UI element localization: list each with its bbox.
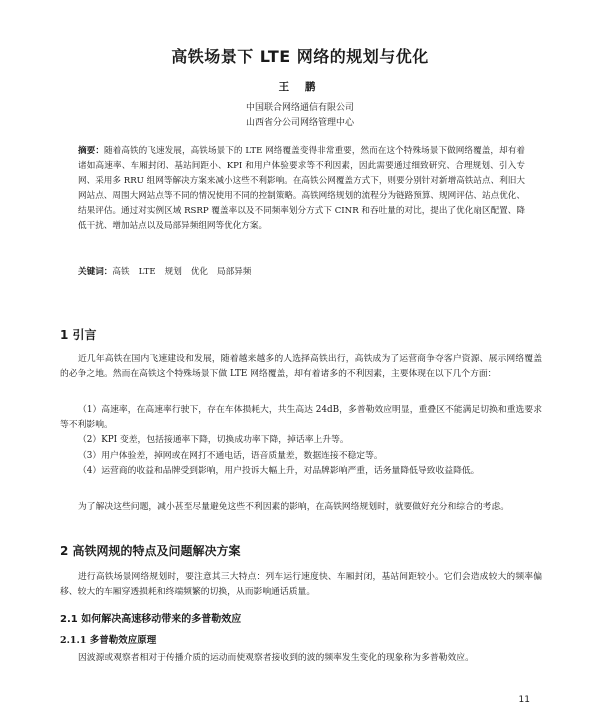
page-number: 11 — [518, 695, 530, 705]
abstract-label: 摘要： — [78, 146, 104, 156]
keyword: LTE — [138, 267, 156, 277]
section-1-heading: 1 引言 — [60, 328, 97, 342]
section-1-paragraph-1: 近几年高铁在国内飞速建设和发展，随着越来越多的人选择高铁出行，高铁成为了运营商争夺客户资源、展示网络覆盖的必争之地。然而在高铁这个特殊场景下做 LTE 网络覆盖，却有着诸多的不利因素，主要体现在以下几个方面： — [60, 354, 542, 380]
list-item: （4）运营商的收益和品牌受到影响，用户投诉大幅上升，对品牌影响严重，话务量降低导致收益降低。 — [78, 465, 480, 476]
section-2-paragraph-1: 进行高铁场景网络规划时，要注意其三大特点：列车运行速度快、车厢封闭，基站间距较小。它们会造成较大的频率偏移、较大的车厢穿透损耗和终端频繁的切换，从而影响通话质量。 — [60, 572, 542, 598]
section-1-list — [60, 403, 542, 479]
section-2-paragraph-2: 因波源或观察者相对于传播介质的运动而使观察者接收到的波的频率发生变化的现象称为多普勒效应。 — [78, 653, 474, 663]
abstract-text: 随着高铁的飞速发展，高铁场景下的 LTE 网络覆盖变得非常重要，然而在这个特殊场景下做网络覆盖，却有着诸如高速率、车厢封闭、基站间距小、KPI 和用户体验要求等不利因素，因此需要通过细致研究、合理规划、引入专网、采用多 RRU 组网等解决方案来减小这些不利影响。在高铁公网覆盖方式下，则要分别针对新增高铁站点、利旧大网站点、周围大网站点等不同的情况使用不同的控制策略。高铁网络规划的流程分为链路预算、规网评估、站点优化、结果评估。通过对实例区域 RSRP 覆盖率以及不同频率划分方式下 CINR 和吞吐量的对比，提出了优化扇区配置、降低干扰、增加站点以及局部异频组网等优化方案。 — [78, 146, 525, 232]
subsection-2-1-heading: 2.1 如何解决高速移动带来的多普勒效应 — [60, 614, 242, 625]
keyword: 局部异频 — [217, 267, 252, 277]
list-item: （3）用户体验差，掉网或在网打不通电话，语音质量差，数据连接不稳定等。 — [78, 450, 383, 461]
keywords — [78, 265, 525, 277]
affiliation-department: 山西省分公司网络管理中心 — [245, 118, 354, 128]
keyword: 高铁 — [112, 267, 130, 277]
author-name: 王 鹏 — [278, 81, 322, 93]
section-2-heading: 2 高铁网规的特点及问题解决方案 — [60, 544, 241, 558]
paper-title: 高铁场景下 LTE 网络的规划与优化 — [171, 47, 429, 66]
section-1-paragraph-2: 为了解决这些问题，减小甚至尽量避免这些不利因素的影响，在高铁网络规划时，就要做好充分和综合的考虑。 — [78, 502, 510, 512]
keywords-label: 关键词： — [78, 267, 113, 277]
subsection-2-1-1-heading: 2.1.1 多普勒效应原理 — [60, 635, 157, 646]
keyword: 优化 — [190, 267, 209, 277]
list-item: （1）高速率，在高速率行驶下，存在车体损耗大，共生高达 24dB，多普勒效应明显，重叠区不能满足切换和重选要求等不利影响。 — [60, 405, 542, 431]
list-item: （2）KPI 变差，包括接通率下降，切换成功率下降，掉话率上升等。 — [78, 435, 349, 446]
keyword: 规划 — [164, 267, 182, 277]
affiliation-company: 中国联合网络通信有限公司 — [245, 103, 354, 113]
abstract — [78, 144, 525, 235]
